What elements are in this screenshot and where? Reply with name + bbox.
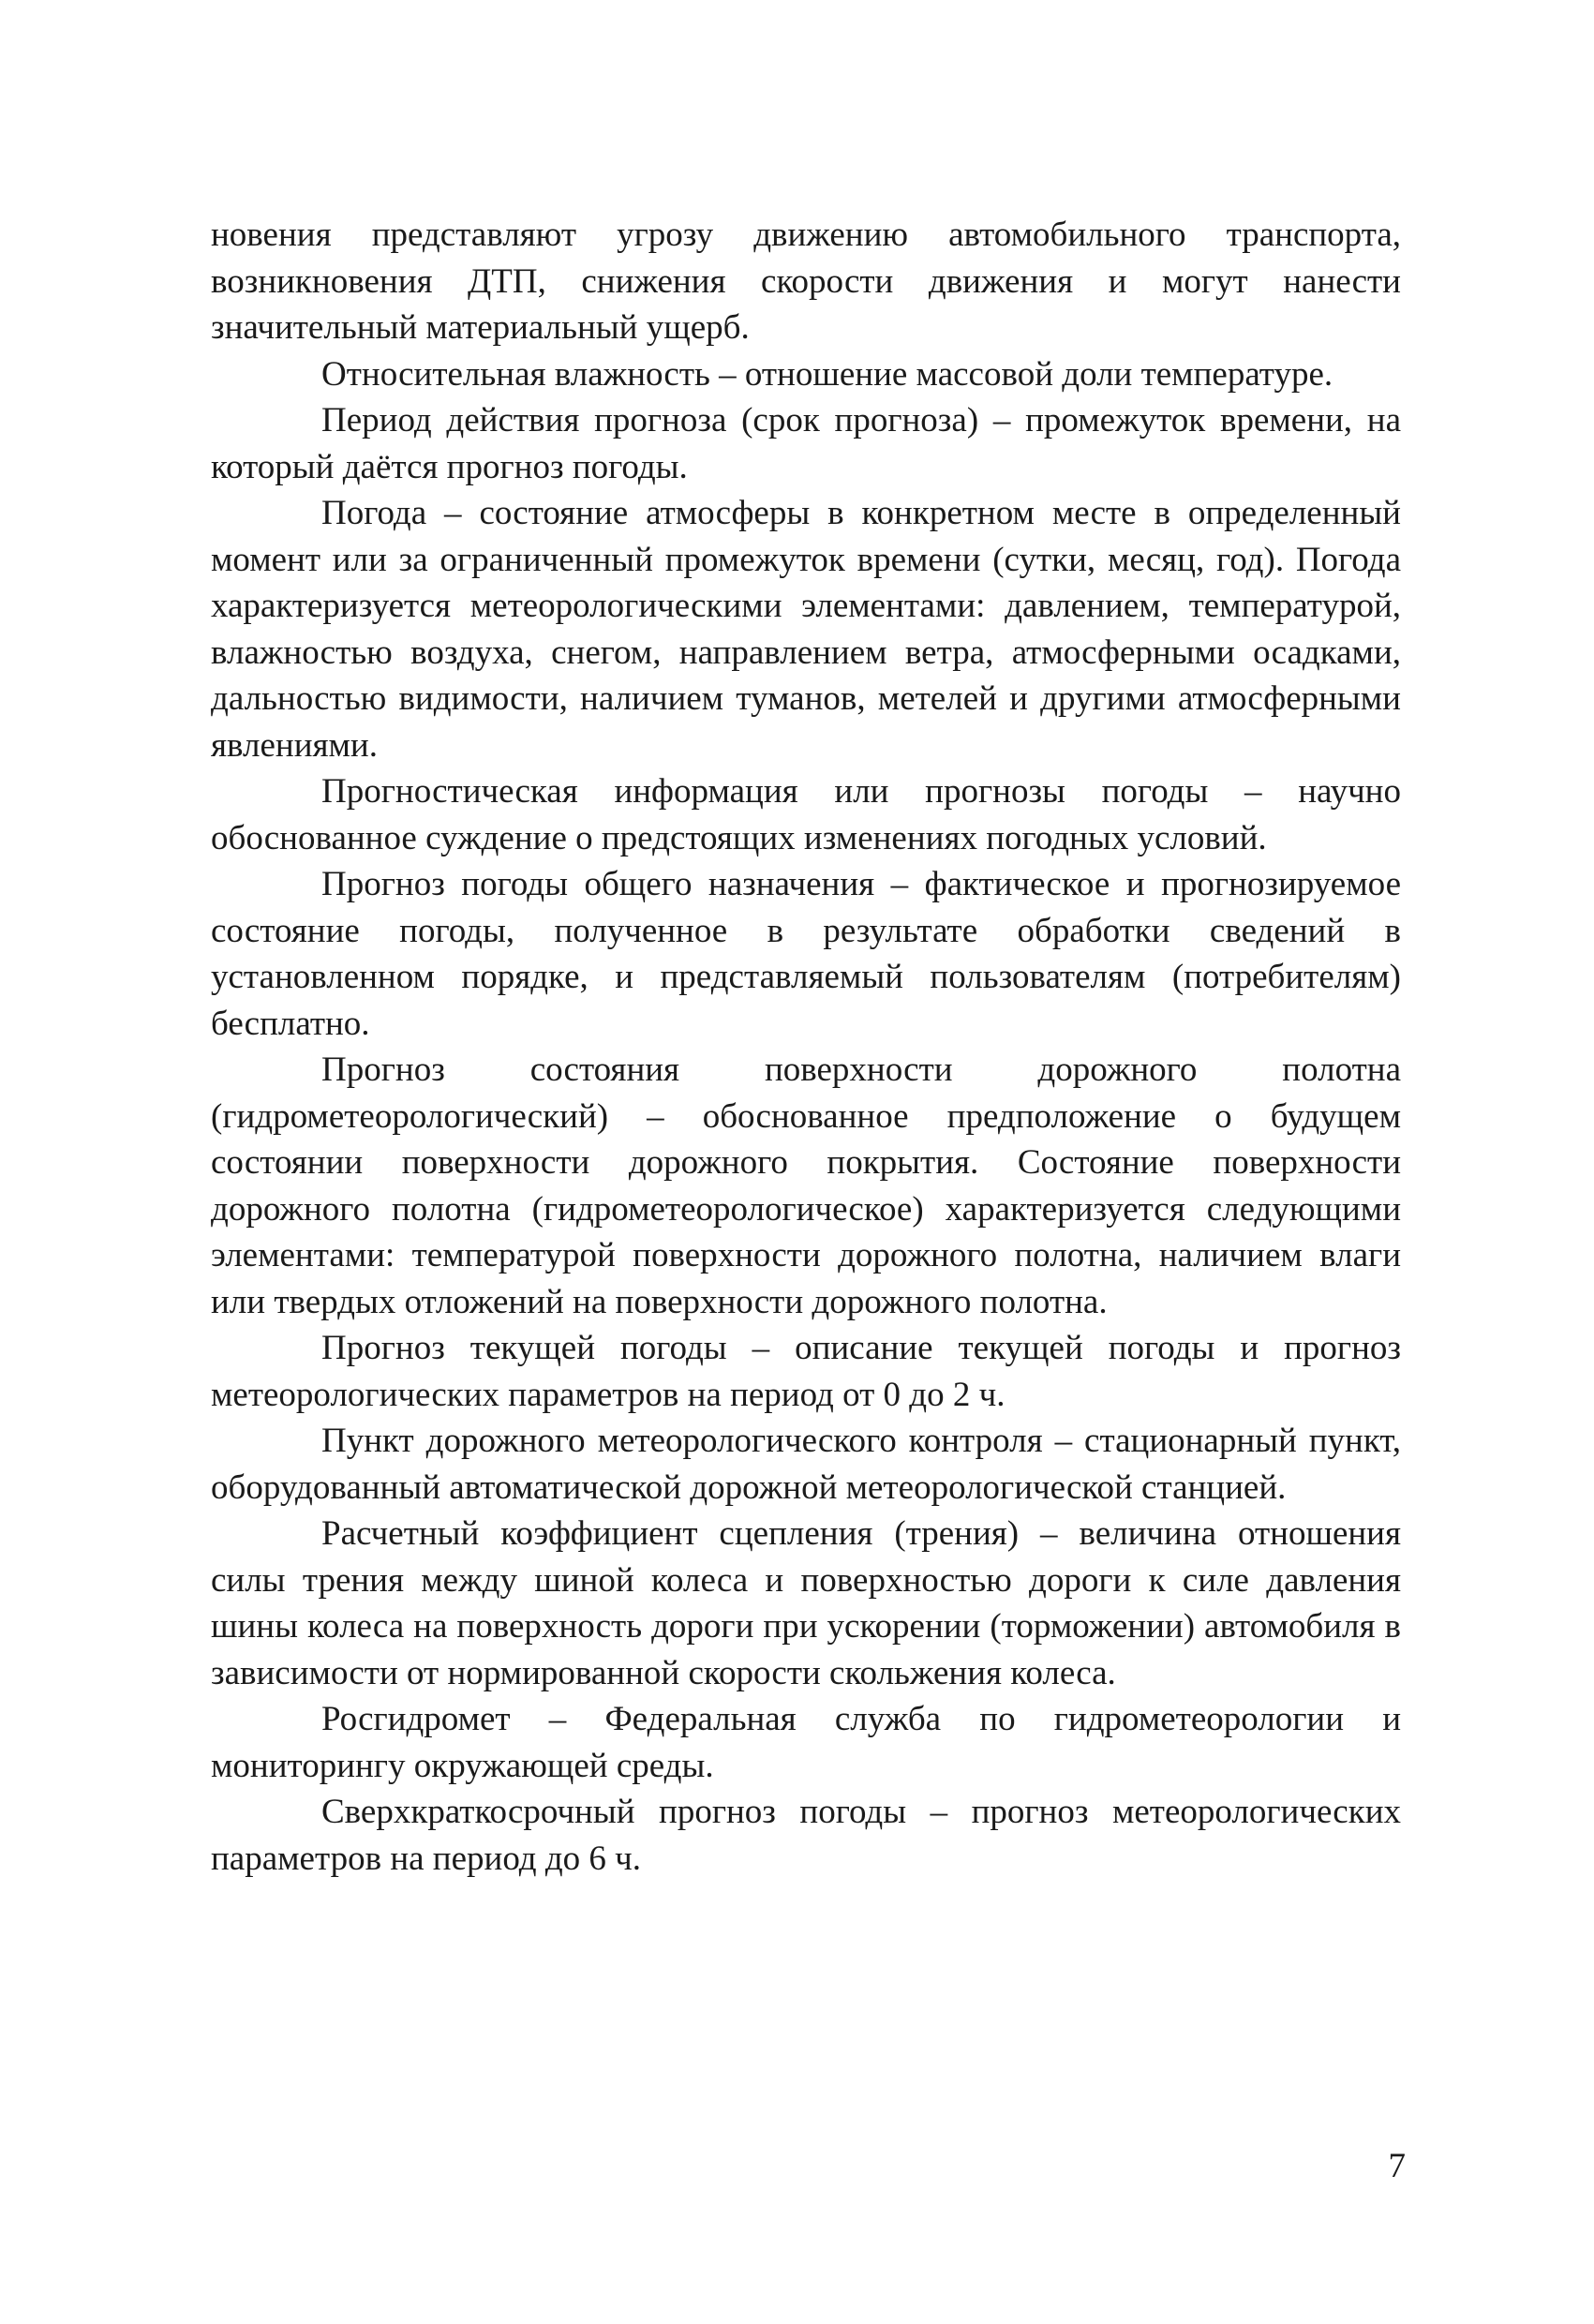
paragraph-ultra-short-forecast: Сверхкраткосрочный прогноз погоды – прогноз метеорологических параметров на период до 6 ч. [211,1793,1401,1878]
paragraph-road-control-point: Пункт дорожного метеорологического контроля – стационарный пункт, оборудованный автоматической дорожной метеорологической станцией. [211,1422,1401,1507]
paragraph-forecast-information: Прогностическая информация или прогнозы погоды – научно обоснованное суждение о предстоящих изменениях погодных условий. [211,772,1401,857]
paragraph-continuation: новения представляют угрозу движению автомобильного транспорта, возникновения ДТП, снижения скорости движения и могут нанести значительный материальный ущерб. [211,216,1401,347]
paragraph-road-surface-forecast: Прогноз состояния поверхности дорожного полотна (гидрометеорологический) – обоснованное предположение о будущем состоянии поверхности дорожного покрытия. Состояние поверхности дорожного полотна (гидрометеорологическое) характеризуется следующими элементами: температурой поверхности дорожного полотна, наличием влаги или твердых отложений на поверхности дорожного полотна. [211,1050,1401,1321]
paragraph-weather: Погода – состояние атмосферы в конкретном месте в определенный момент или за ограниченный промежуток времени (сутки, месяц, год). Погода характеризуется метеорологическими элементами: давлением, температурой, влажностью воздуха, снегом, направлением ветра, атмосферными осадками, дальностью видимости, наличием туманов, метелей и другими атмосферными явлениями. [211,494,1401,765]
page-number: 7 [1388,2147,1406,2185]
paragraph-forecast-period: Период действия прогноза (срок прогноза) – промежуток времени, на который даётся прогноз погоды. [211,401,1401,486]
paragraph-friction-coefficient: Расчетный коэффициент сцепления (трения) – величина отношения силы трения между шиной колеса и поверхностью дороги к силе давления шины колеса на поверхность дороги при ускорении (торможении) автомобиля в зависимости от нормированной скорости скольжения колеса. [211,1514,1401,1692]
paragraph-general-forecast: Прогноз погоды общего назначения – фактическое и прогнозируемое состояние погоды, полученное в результате обработки сведений в установленном порядке, и представляемый пользователям (потребителям) бесплатно. [211,865,1401,1043]
paragraph-roshydromet: Росгидромет – Федеральная служба по гидрометеорологии и мониторингу окружающей среды. [211,1700,1401,1785]
paragraph-relative-humidity: Относительная влажность – отношение массовой доли температуре. [321,354,1333,394]
paragraph-current-weather-forecast: Прогноз текущей погоды – описание текущей погоды и прогноз метеорологических параметров на период от 0 до 2 ч. [211,1329,1401,1414]
page-body [211,212,1401,1882]
